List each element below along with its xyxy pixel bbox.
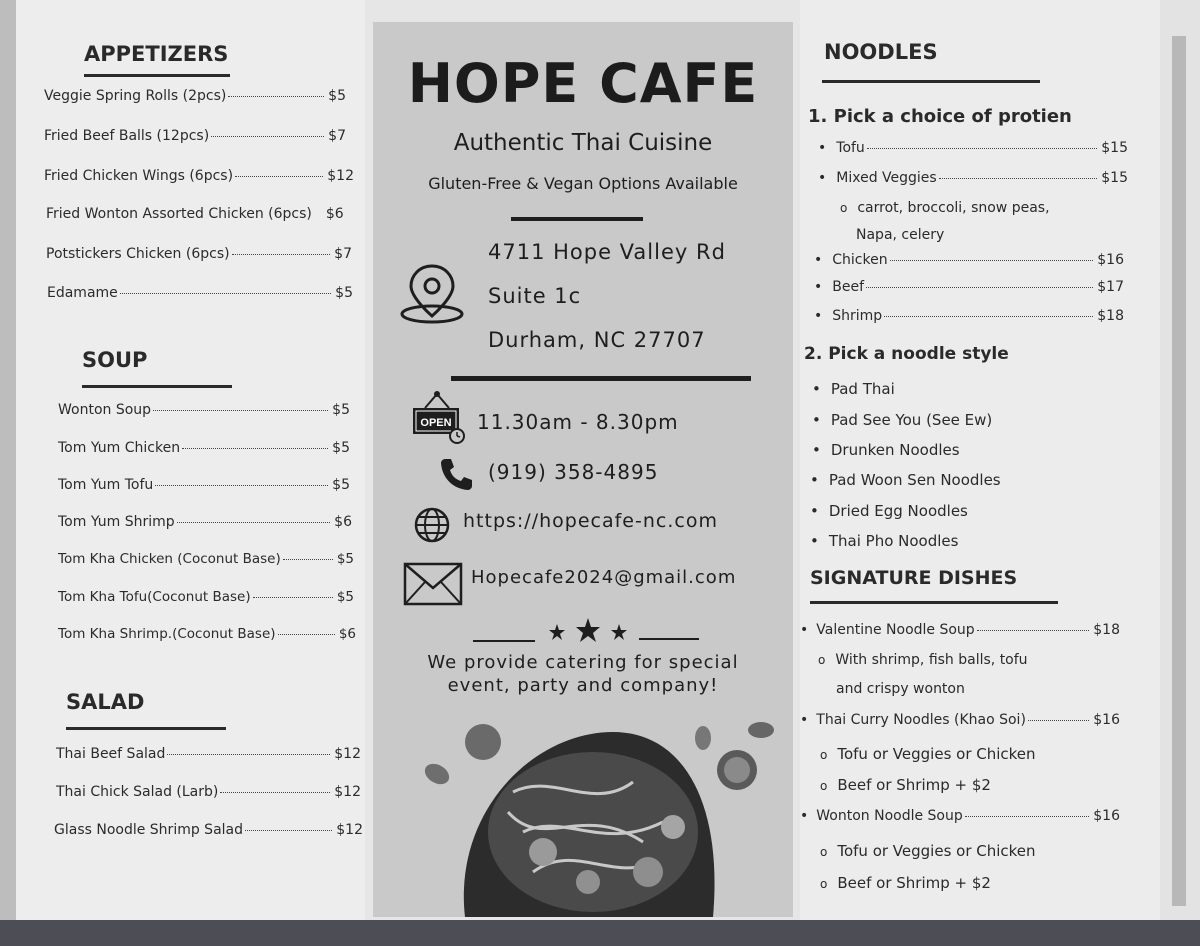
subtitle: Authentic Thai Cuisine [453, 130, 713, 156]
dish-note: o Tofu or Veggies or Chicken [820, 745, 1036, 763]
catering-line-2: event, party and company! [447, 675, 719, 696]
signature-rule [810, 601, 1058, 604]
phone-number: (919) 358-4895 [488, 460, 659, 484]
step2-heading: 2. Pick a noodle style [804, 344, 1009, 364]
food-photo [413, 702, 783, 921]
signature-dish: • Valentine Noodle Soup $18 [800, 622, 1120, 638]
noodle-style: • Pad See You (See Ew) [812, 411, 992, 429]
protein-item: • Chicken $16 [814, 252, 1124, 268]
protein-item: • Tofu $15 [818, 140, 1128, 156]
menu-item: Tom Yum Chicken $5 [58, 440, 350, 456]
noodle-style: • Pad Woon Sen Noodles [810, 471, 1001, 489]
menu-item: Tom Kha Tofu(Coconut Base) $5 [58, 589, 354, 605]
menu-item: Tom Kha Shrimp.(Coconut Base) $6 [58, 626, 356, 642]
menu-item: Wonton Soup $5 [58, 402, 350, 418]
signature-heading: SIGNATURE DISHES [810, 567, 1018, 589]
menu-item: Edamame $5 [47, 285, 353, 301]
menu-item: Thai Chick Salad (Larb) $12 [56, 784, 361, 800]
signature-dish: • Thai Curry Noodles (Khao Soi) $16 [800, 712, 1120, 728]
protein-item: • Shrimp $18 [814, 308, 1124, 324]
divider-short [511, 217, 643, 221]
signature-dish: • Wonton Noodle Soup $16 [800, 808, 1120, 824]
menu-item: Fried Chicken Wings (6pcs) $12 [44, 168, 354, 184]
veggie-note-cont: Napa, celery [856, 227, 945, 243]
envelope-icon [403, 562, 463, 610]
restaurant-title: HOPE CAFE [407, 52, 759, 115]
stars-icon [545, 618, 631, 650]
appetizers-heading: APPETIZERS [84, 42, 229, 66]
address-line-1: 4711 Hope Valley Rd [488, 240, 726, 264]
noodle-style: • Thai Pho Noodles [810, 532, 958, 550]
menu-item: Fried Wonton Assorted Chicken (6pcs) $6 [46, 206, 344, 222]
dish-note: o With shrimp, fish balls, tofu [818, 652, 1028, 668]
center-panel [365, 0, 800, 946]
appetizers-rule [84, 74, 230, 77]
left-panel [0, 0, 365, 946]
svg-text:OPEN: OPEN [420, 417, 452, 429]
step1-heading: 1. Pick a choice of protien [808, 106, 1072, 127]
protein-item: • Beef $17 [814, 279, 1124, 295]
email-address: Hopecafe2024@gmail.com [471, 567, 737, 588]
noodle-style: • Drunken Noodles [812, 441, 960, 459]
globe-icon [413, 506, 451, 548]
tagline: Gluten-Free & Vegan Options Available [428, 174, 738, 193]
website-url: https://hopecafe-nc.com [463, 510, 718, 532]
catering-line-1: We provide catering for special [427, 652, 739, 673]
salad-rule [66, 727, 226, 730]
divider-long [451, 376, 751, 381]
noodle-style: • Dried Egg Noodles [810, 502, 968, 520]
phone-icon [439, 456, 475, 496]
menu-item: Glass Noodle Shrimp Salad $12 [54, 822, 363, 838]
address-line-2: Suite 1c [488, 284, 582, 308]
table-surface [0, 920, 1200, 946]
menu-item: Potstickers Chicken (6pcs) $7 [46, 246, 352, 262]
soup-rule [82, 385, 232, 388]
open-sign-icon [411, 390, 467, 454]
soup-heading: SOUP [82, 348, 148, 372]
hours-text: 11.30am - 8.30pm [477, 410, 679, 434]
veggie-note: o carrot, broccoli, snow peas, [840, 200, 1050, 216]
noodles-heading: NOODLES [824, 40, 938, 64]
address-line-3: Durham, NC 27707 [488, 328, 706, 352]
noodles-rule [822, 80, 1040, 83]
menu-item: Fried Beef Balls (12pcs) $7 [44, 128, 346, 144]
protein-item: • Mixed Veggies $15 [818, 170, 1128, 186]
dish-note: o Tofu or Veggies or Chicken [820, 842, 1036, 860]
menu-item: Veggie Spring Rolls (2pcs) $5 [44, 88, 346, 104]
menu-item: Thai Beef Salad $12 [56, 746, 361, 762]
menu-item: Tom Yum Shrimp $6 [58, 514, 352, 530]
menu-item: Tom Kha Chicken (Coconut Base) $5 [58, 551, 354, 567]
location-pin-icon [399, 262, 465, 328]
star-rule-left [473, 640, 535, 642]
dish-note: o Beef or Shrimp + $2 [820, 776, 991, 794]
dish-note-cont: and crispy wonton [836, 681, 965, 697]
fold-shadow [1172, 36, 1186, 906]
salad-heading: SALAD [66, 690, 145, 714]
right-panel [800, 0, 1200, 946]
noodle-style: • Pad Thai [812, 380, 895, 398]
center-card [373, 22, 793, 917]
star-rule-right [639, 638, 699, 640]
dish-note: o Beef or Shrimp + $2 [820, 874, 991, 892]
menu-item: Tom Yum Tofu $5 [58, 477, 350, 493]
